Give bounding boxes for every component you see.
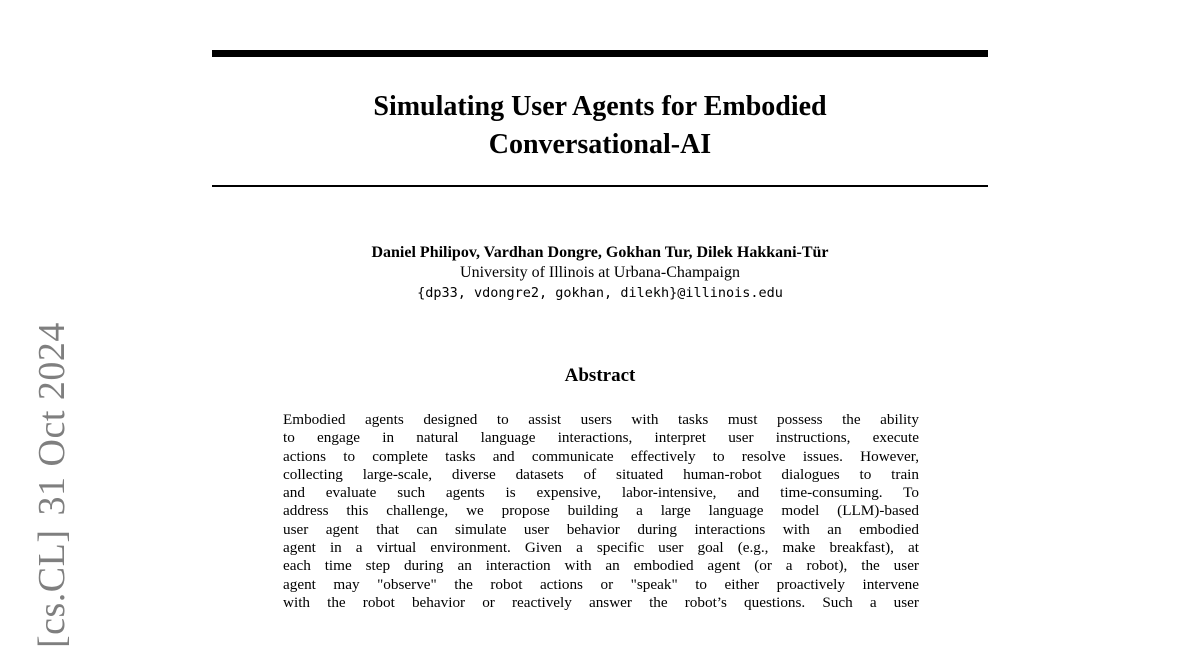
- author-names: Daniel Philipov, Vardhan Dongre, Gokhan Tur, Dilek Hakkani-Tür: [371, 244, 829, 261]
- arxiv-date: 31 Oct 2024: [31, 322, 73, 516]
- abstract-line: and evaluate such agents is expensive, labor-intensive, and time-consuming. To: [283, 484, 919, 502]
- abstract-line: with the robot behavior or reactively answer the robot’s questions. Such a user: [283, 593, 919, 611]
- title-top-rule: [212, 50, 988, 57]
- arxiv-side-stamp: [28, 308, 76, 648]
- abstract-line: agent in a virtual environment. Given a specific user goal (e.g., make breakfast), at: [283, 539, 919, 557]
- author-block: [212, 243, 988, 303]
- author-emails: {dp33, vdongre2, gokhan, dilekh}@illinois.edu: [417, 285, 783, 301]
- abstract-line: user agent that can simulate user behavior during interactions with an embodied: [283, 520, 919, 538]
- abstract-line: each time step during an interaction with an embodied agent (or a robot), the user: [283, 557, 919, 575]
- author-affiliation: University of Illinois at Urbana-Champaign: [460, 264, 740, 281]
- abstract-body: [283, 411, 919, 612]
- title-line-1: Simulating User Agents for Embodied: [373, 91, 827, 122]
- abstract-line: Embodied agents designed to assist users with tasks must possess the ability: [283, 411, 919, 428]
- abstract-line: collecting large-scale, diverse datasets of situated human-robot dialogues to train: [283, 465, 919, 483]
- abstract-line: to engage in natural language interactions, interpret user instructions, execute: [283, 429, 919, 447]
- abstract-line: agent may "observe" the robot actions or "speak" to either proactively intervene: [283, 575, 919, 593]
- abstract-heading: Abstract: [564, 365, 636, 386]
- paper-title: [212, 88, 988, 164]
- title-bottom-rule: [212, 185, 988, 187]
- abstract-line: address this challenge, we propose building a large language model (LLM)-based: [283, 502, 919, 520]
- title-line-2: Conversational-AI: [488, 129, 712, 160]
- abstract-line: actions to complete tasks and communicate effectively to resolve issues. However,: [283, 447, 919, 465]
- arxiv-category: [cs.CL]: [31, 529, 73, 648]
